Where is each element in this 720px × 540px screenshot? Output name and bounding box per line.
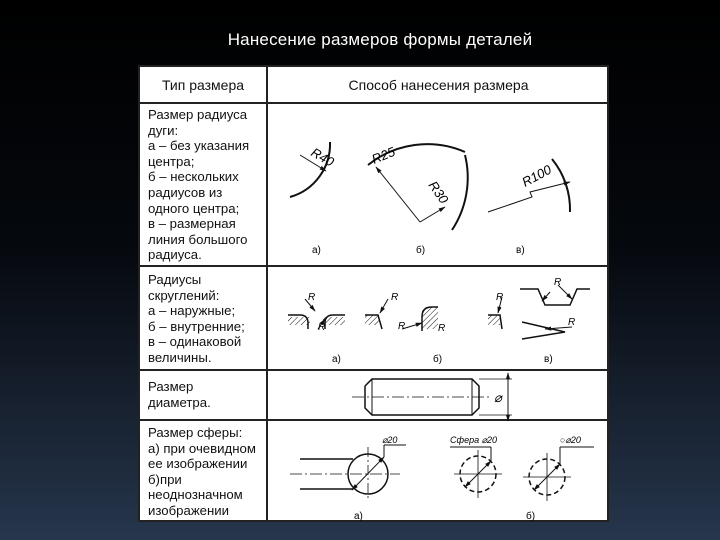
dim-r30: R30: [425, 178, 452, 207]
caption-c: в): [516, 245, 525, 256]
dim-r: R: [554, 277, 562, 288]
caption-a: а): [354, 511, 363, 522]
dimension-table: [138, 65, 609, 522]
sphere-drawing-a: [290, 435, 406, 501]
dim-r: R: [568, 317, 576, 328]
dim-r: R: [398, 321, 406, 332]
slide-title: Нанесение размеров формы деталей: [227, 30, 533, 49]
header-type: Тип размера: [161, 77, 245, 93]
row-fillet-radius-label: Радиусы скруглений: а – наружные; б – внутренние; в – одинаковой величины.: [148, 272, 245, 365]
sphere-drawing-b: [450, 435, 594, 501]
arc-radius-drawing-b: [368, 144, 468, 230]
row-diameter-label: Размер диаметра.: [148, 379, 211, 410]
dim-diameter: ⌀: [494, 390, 502, 405]
caption-b: б): [526, 511, 536, 522]
fillet-drawing-b: [365, 292, 445, 334]
dim-r: R: [438, 323, 446, 334]
dim-r40: R40: [308, 144, 337, 170]
caption-a: а): [312, 245, 321, 256]
dim-r: R: [308, 292, 316, 303]
row-sphere-label: Размер сферы: а) при очевидном ее изображении б)при неоднозначном изображении: [148, 425, 256, 518]
caption-a: а): [332, 354, 341, 365]
dim-r25: R25: [369, 143, 398, 167]
dim-d20: ⌀20: [382, 435, 398, 445]
caption-b: б): [433, 354, 443, 365]
caption-c: в): [544, 354, 553, 365]
arc-radius-drawing-c: [488, 159, 570, 212]
dim-sphere-symbol: ○⌀20: [560, 435, 581, 445]
row-arc-radius-label: Размер радиуса дуги: а – без указания центра; б – нескольких радиусов из одного центра; в – размерная линия большого радиуса.: [148, 107, 250, 263]
diameter-drawing: [352, 373, 512, 421]
fillet-drawing-a: [288, 292, 345, 333]
dim-r: R: [318, 322, 326, 333]
arc-radius-drawing-a: [290, 142, 337, 197]
fillet-drawing-c: [488, 277, 590, 339]
dim-r: R: [496, 292, 504, 303]
header-method: Способ нанесения размера: [348, 77, 529, 93]
dim-r100: R100: [519, 161, 554, 190]
drawings: [140, 67, 611, 524]
caption-b: б): [416, 245, 426, 256]
dim-r: R: [391, 292, 399, 303]
dim-sphere: Сфера ⌀20: [450, 435, 498, 445]
